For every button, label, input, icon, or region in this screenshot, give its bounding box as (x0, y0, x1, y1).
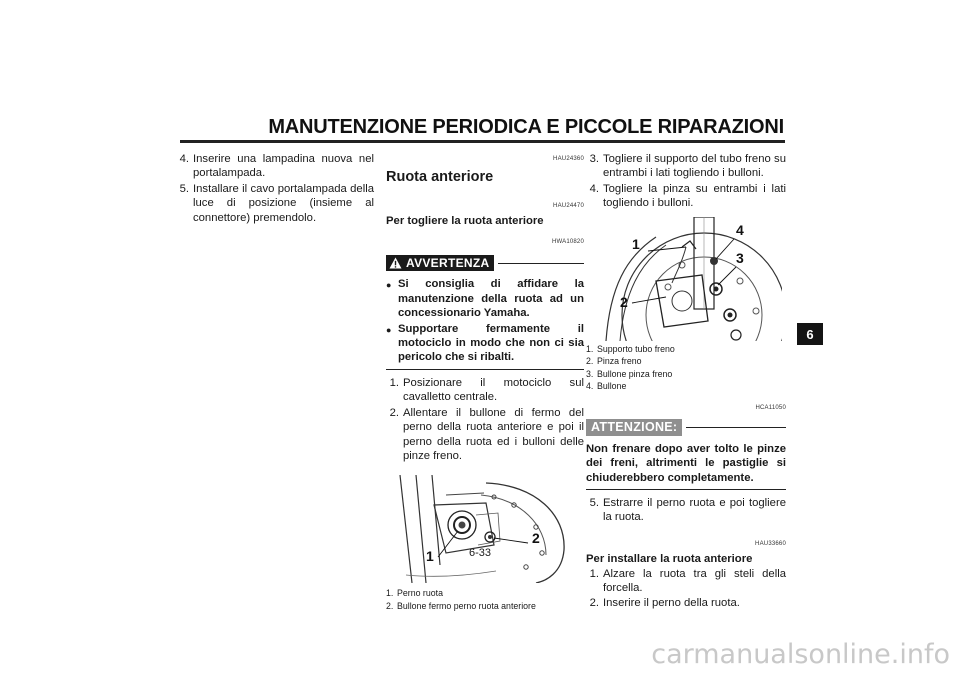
item-number: 1. (389, 376, 399, 389)
caption-row (586, 343, 786, 356)
warning-bullet (386, 277, 584, 320)
bullet-icon: ● (386, 280, 392, 291)
item-text: Estrarre il perno ruota e poi togliere la ruota. (603, 497, 786, 524)
list-item (386, 406, 584, 464)
wheel-axle-figure (386, 475, 584, 583)
caption-text: Pinza freno (597, 356, 642, 367)
callout-2: 2 (620, 293, 628, 310)
item-text: Installare il cavo portalampada della luce di posizione (insieme al connettore) premendolo. (193, 182, 374, 224)
item-number: 2. (389, 406, 399, 419)
item-number: 4. (179, 153, 189, 165)
divider (386, 369, 584, 370)
caption-row (586, 355, 786, 368)
item-text: Posizionare il motociclo sul cavalletto centrale. (403, 376, 584, 404)
caution-text: Non frenare dopo aver tolto le pinze dei freni, altrimenti le pastiglie si chiuderebbero completamente. (586, 442, 786, 484)
caution-header (586, 419, 786, 435)
list-item (176, 152, 374, 181)
caption-number: 4. (586, 381, 594, 392)
caption-text: Supporto tubo freno (597, 343, 675, 354)
doc-code: HAU24470 (553, 202, 584, 209)
column-1 (176, 152, 374, 226)
divider (498, 263, 584, 264)
caption-row (386, 587, 584, 600)
list-item (586, 152, 786, 181)
item-text: Togliere il supporto del tubo freno su entrambi i lati togliendo i bulloni. (603, 153, 786, 180)
item-number: 1. (589, 567, 599, 580)
bullet-icon: ● (386, 324, 392, 335)
list-item (586, 182, 786, 211)
warning-header (386, 255, 584, 271)
section-title: Ruota anteriore (386, 169, 494, 186)
divider (686, 427, 786, 428)
item-number: 2. (589, 597, 599, 610)
subsection-title: Per installare la ruota anteriore (586, 553, 753, 566)
item-text: Inserire il perno della ruota. (603, 597, 740, 610)
caption-text: Bullone (597, 381, 627, 392)
column-2 (386, 152, 584, 613)
warning-label: AVVERTENZA (406, 256, 490, 271)
callout-3: 3 (736, 249, 744, 266)
subsection-title: Per togliere la ruota anteriore (386, 215, 544, 228)
figure-caption (386, 587, 584, 612)
brake-caliper-illustration (586, 217, 782, 341)
callout-4: 4 (736, 221, 744, 238)
wheel-axle-illustration (386, 475, 582, 583)
column-3 (586, 152, 786, 612)
caption-number: 1. (586, 343, 594, 354)
list-item (386, 376, 584, 405)
bullet-text: Si consiglia di affidare la manutenzione della ruota ad un concessionario Yamaha. (398, 278, 584, 320)
list-item (586, 596, 786, 610)
brake-caliper-figure (586, 217, 786, 341)
caution-badge: ATTENZIONE: (586, 419, 682, 435)
warning-badge (386, 255, 494, 271)
item-number: 3. (589, 153, 599, 165)
doc-code: HAU24360 (553, 156, 584, 162)
item-text: Allentare il bullone di fermo del perno della ruota anteriore e poi il perno della ruota ed i bulloni delle pinze freno. (403, 406, 584, 462)
warning-icon (389, 257, 402, 269)
callout-2: 2 (532, 530, 540, 547)
figure-caption (586, 343, 786, 393)
item-text: Togliere la pinza su entrambi i lati togliendo i bulloni. (603, 182, 786, 210)
chapter-tab: 6 (797, 323, 823, 345)
caption-row (586, 368, 786, 381)
warning-list (386, 277, 584, 364)
bullet-text: Supportare fermamente il motociclo in modo che non ci sia pericolo che si ribalti. (398, 322, 584, 364)
caption-number: 1. (386, 588, 394, 599)
list-item (586, 567, 786, 596)
list-item (586, 496, 786, 525)
caption-text: Bullone fermo perno ruota anteriore (397, 600, 536, 611)
doc-code: HCA11050 (755, 405, 786, 411)
item-text: Alzare la ruota tra gli steli della forcella. (603, 567, 786, 595)
page-title: MANUTENZIONE PERIODICA E PICCOLE RIPARAZIONI (268, 116, 784, 138)
callout-1: 1 (426, 548, 434, 565)
watermark: carmanualsonline.info (651, 639, 950, 670)
caption-number: 2. (586, 356, 594, 367)
caption-number: 3. (586, 368, 594, 379)
divider (586, 489, 786, 490)
caption-number: 2. (386, 600, 394, 611)
caption-row (586, 380, 786, 393)
caption-row (386, 600, 584, 613)
doc-code: HWA10820 (551, 238, 584, 245)
warning-bullet (386, 322, 584, 365)
list-item (176, 182, 374, 225)
item-text: Inserire una lampadina nuova nel portalampada. (193, 153, 374, 180)
item-number: 4. (589, 182, 599, 195)
caption-text: Bullone pinza freno (597, 368, 673, 379)
item-number: 5. (179, 182, 189, 195)
callout-1: 1 (632, 235, 640, 252)
caption-text: Perno ruota (397, 588, 443, 599)
page-number: 6-33 (468, 547, 492, 559)
header-rule (180, 140, 785, 143)
doc-code: HAU33660 (755, 540, 786, 547)
item-number: 5. (589, 497, 599, 510)
